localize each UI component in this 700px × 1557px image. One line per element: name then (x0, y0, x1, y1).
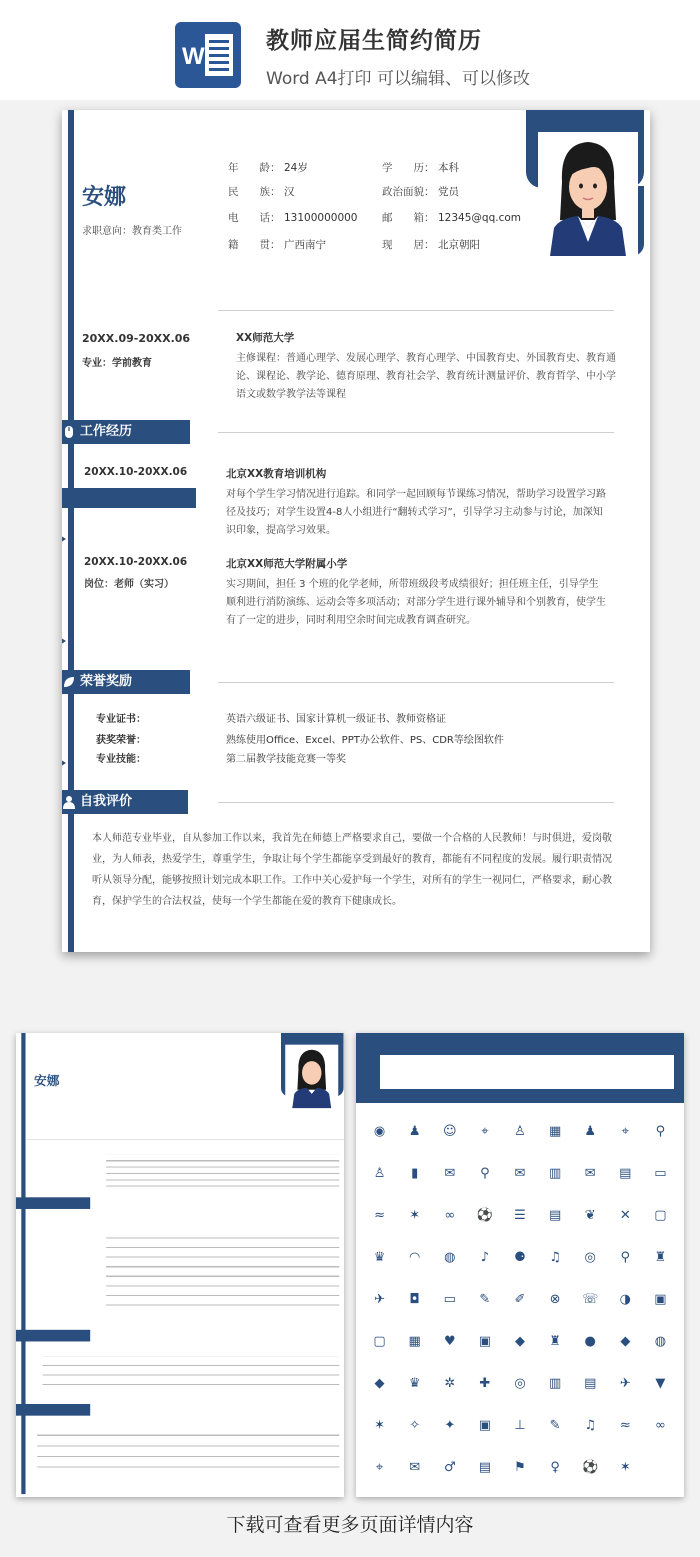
word-icon (175, 22, 241, 88)
bicycle-icon: ∞ (655, 1418, 666, 1433)
kick-icon: ✦ (444, 1418, 456, 1433)
info-value: 广西南宁 (284, 239, 326, 251)
qq-icon: ♟ (408, 1124, 421, 1139)
link-icon: ⊗ (549, 1292, 561, 1307)
paint-icon: ◑ (619, 1292, 631, 1307)
honor-label-3: 专业技能： (96, 754, 146, 765)
gear-icon: ✲ (444, 1376, 456, 1391)
mail-icon: ✉ (584, 1166, 596, 1181)
candidate-name: 安娜 (82, 185, 127, 210)
info-hometown (228, 237, 326, 252)
trophy-icon: ♛ (408, 1376, 421, 1391)
music-icon: ♫ (549, 1250, 561, 1265)
swim-icon: ≈ (619, 1418, 631, 1433)
soccer-icon: ⚽ (476, 1208, 493, 1223)
info-label: 民 族： (228, 186, 281, 198)
phone-icon: ▮ (411, 1166, 419, 1181)
icon-sheet-title-box (380, 1055, 674, 1089)
tools-icon: ✕ (619, 1208, 631, 1223)
cart-icon: ▣ (654, 1292, 667, 1307)
info-politics (382, 184, 459, 199)
gamepad-icon: ◘ (409, 1292, 420, 1307)
list-icon: ☰ (514, 1208, 526, 1223)
footer-note: 下载可查看更多页面详情内容 (226, 1514, 474, 1536)
info-age (228, 160, 308, 175)
search-icon: ⚲ (480, 1166, 490, 1181)
info-label: 学 历： (382, 162, 435, 174)
info-value: 24岁 (284, 162, 308, 174)
leaf-icon: ❦ (584, 1208, 596, 1223)
left-accent-line (68, 110, 74, 952)
education-date: 20XX.09-20XX.06 (82, 332, 191, 345)
work-role-2: 岗位：老师（实习） (84, 579, 174, 590)
plane-icon: ✈ (619, 1376, 631, 1391)
user-icon (62, 795, 76, 809)
info-label: 籍 贯： (228, 239, 281, 251)
pencil-icon: ✎ (549, 1418, 561, 1433)
globe-icon: ◎ (584, 1250, 596, 1265)
work-highlight-bar (62, 488, 196, 508)
divider (218, 432, 614, 433)
heart-icon: ♥ (443, 1334, 456, 1349)
female-icon: ♀ (550, 1460, 560, 1475)
headphone-icon: ◠ (408, 1250, 421, 1265)
divider (218, 682, 614, 683)
add-user-icon: ✚ (479, 1376, 491, 1391)
info-value: 党员 (438, 186, 459, 198)
info-value: 12345@qq.com (438, 212, 521, 224)
grad-icon: ♜ (549, 1334, 561, 1349)
shoe-icon: ▼ (655, 1376, 666, 1391)
section-honors-label: 荣誉奖励 (80, 674, 133, 689)
timeline-marker (62, 534, 66, 544)
book-icon: ▤ (548, 1208, 562, 1223)
graduation-icon: ♜ (654, 1250, 667, 1265)
chart-icon: ▥ (548, 1376, 562, 1391)
info-email (382, 210, 521, 225)
person-icon: ♙ (373, 1166, 386, 1181)
mail-icon: ✉ (409, 1460, 421, 1475)
hat-icon: ◆ (374, 1376, 385, 1391)
ball-icon: ◍ (654, 1334, 667, 1349)
location-icon: ⌖ (481, 1124, 489, 1139)
male-icon: ♂ (443, 1460, 456, 1475)
pen-icon: ✎ (479, 1292, 491, 1307)
books-icon: ▤ (619, 1166, 632, 1181)
swim-icon: ≈ (374, 1208, 385, 1223)
info-degree (382, 160, 459, 175)
info-value: 本科 (438, 162, 459, 174)
avatar (538, 132, 638, 256)
note-icon: ♫ (584, 1418, 597, 1433)
education-school: XX师范大学 (236, 332, 295, 344)
drum-icon: ⚈ (514, 1250, 526, 1265)
divider (218, 802, 614, 803)
honor-label-2: 获奖荣誉： (96, 735, 146, 746)
trophy-icon: ♛ (373, 1250, 386, 1265)
info-label: 年 龄： (228, 162, 281, 174)
weibo-icon: ◉ (373, 1124, 386, 1139)
section-honors (62, 670, 190, 694)
page-subtitle: Word A4打印 可以编辑、可以修改 (266, 69, 530, 89)
chat-icon: ▢ (373, 1334, 386, 1349)
person-icon: ♟ (584, 1124, 597, 1139)
section-work-label: 工作经历 (80, 424, 133, 439)
divider (218, 310, 614, 311)
monitor-icon: ▭ (443, 1292, 456, 1307)
work-date-1: 20XX.10-20XX.06 (84, 466, 188, 478)
leaf-icon (62, 675, 76, 689)
image-icon: ▦ (408, 1334, 421, 1349)
info-value: 汉 (284, 186, 295, 198)
dance-icon: ✧ (409, 1418, 421, 1433)
work-desc-1: 对每个学生学习情况进行追踪。和同学一起回顾每节课练习情况，帮助学习设置学习路径及技巧；对学生设置4-8人小组进行“翻转式学习”，引导学习主动参与讨论，加深知识印象，提高学习效果。 (226, 489, 606, 536)
icon-sheet-thumbnail (356, 1033, 684, 1497)
hike-icon: ✶ (374, 1418, 385, 1433)
word-logo-letter: W (182, 43, 205, 70)
brush-icon: ⊥ (514, 1418, 526, 1433)
briefcase-icon: ▭ (654, 1166, 667, 1181)
page-header (0, 0, 700, 100)
soccer-icon: ⚽ (582, 1460, 599, 1475)
work-org-1: 北京XX教育培训机构 (226, 468, 327, 480)
search-icon: ⚲ (620, 1250, 631, 1265)
target-icon: ◎ (514, 1376, 526, 1391)
honor-value-1: 英语六级证书、国家计算机一级证书、教师资格证 (226, 714, 446, 725)
palette-icon: ◍ (444, 1250, 456, 1265)
honor-value-3: 第二届教学技能竞赛一等奖 (226, 754, 346, 765)
message-icon: ▢ (654, 1208, 667, 1223)
info-label: 电 话： (228, 212, 281, 224)
calendar-icon: ▦ (548, 1124, 562, 1139)
honor-label-1: 专业证书： (96, 714, 146, 725)
section-self-label: 自我评价 (80, 794, 133, 809)
info-label: 政治面貌： (382, 186, 435, 198)
preview-resume-thumbnail (16, 1033, 344, 1497)
flag-icon: ⚑ (514, 1460, 526, 1475)
info-label: 邮 箱： (382, 212, 435, 224)
info-residence (382, 237, 480, 252)
cube-icon: ▤ (584, 1376, 597, 1391)
info-label: 现 居： (382, 239, 435, 251)
timeline-marker (62, 758, 66, 768)
bike-icon: ∞ (444, 1208, 456, 1223)
info-phone (228, 210, 358, 225)
self-evaluation-text: 本人师范专业毕业，自从参加工作以来，我首先在师德上严格要求自己，要做一个合格的人民教师！与时俱进，爱岗敬业，为人师表，热爱学生，尊重学生，争取让每个学生都能享受到最好的教育，都能有不同程度的发展。履行职责情况 听从领导分配，能够按照计划完成本职工作。工作中关心爱护每一个学生，对所有的学生一视同仁，严格要求，耐心教育，保护学生的合法权益，使每一个学生都能在爱的教育下健康成长。 (92, 833, 612, 907)
camera-icon: ▣ (478, 1418, 492, 1433)
book-icon: ▤ (478, 1460, 492, 1475)
info-value: 13100000000 (284, 212, 358, 224)
honor-value-2: 熟练使用Office、Excel、PPT办公软件、PS、CDR等绘图软件 (226, 735, 504, 746)
education-courses: 主修课程：普通心理学、发展心理学、教育心理学、中国教育史、外国教育史、教育通论、课程论、教学论、德育原理、教育社会学、教育统计测量评价、教育哲学、中小学语文或数学教学法等课程 (236, 353, 616, 400)
ski-icon: ✶ (619, 1460, 631, 1475)
location-icon: ⌖ (375, 1460, 384, 1475)
mail-icon: ✉ (444, 1166, 456, 1181)
info-ethnicity (228, 184, 295, 199)
envelope-icon: ✉ (514, 1166, 526, 1181)
avatar-illustration (538, 132, 638, 256)
edit-icon: ✐ (514, 1292, 526, 1307)
section-self (62, 790, 188, 814)
section-work (62, 420, 190, 444)
wechat-icon: ☺ (442, 1124, 457, 1139)
pin-outline-icon: ⚲ (655, 1124, 666, 1139)
mouse-icon (62, 425, 76, 439)
timeline-marker (62, 636, 66, 646)
twitter-icon: ◆ (620, 1334, 631, 1349)
icon-grid (362, 1117, 678, 1483)
thumb-name: 安娜 (34, 1073, 60, 1089)
mic-icon: ♪ (480, 1250, 490, 1265)
education-major: 专业：学前教育 (82, 358, 152, 369)
bag-icon: ▣ (478, 1334, 492, 1349)
run-icon: ✶ (409, 1208, 421, 1223)
page-title: 教师应届生简约简历 (266, 28, 482, 54)
work-date-2: 20XX.10-20XX.06 (84, 556, 188, 568)
chart-icon: ▥ (548, 1166, 562, 1181)
pin-icon: ⌖ (621, 1124, 629, 1139)
user-icon: ♙ (514, 1124, 526, 1139)
job-intent: 求职意向：教育类工作 (82, 226, 182, 237)
resume-page (62, 110, 650, 952)
work-org-2: 北京XX师范大学附属小学 (226, 558, 348, 570)
facebook-icon: ● (584, 1334, 596, 1349)
info-value: 北京朝阳 (438, 239, 480, 251)
hat-icon: ◆ (514, 1334, 525, 1349)
work-desc-2: 实习期间，担任 3 个班的化学老师，所带班级段考成绩很好；担任班主任，引导学生 顺利进行消防演练、运动会等多项活动；对部分学生进行课外辅导和个别教育，使学生有了一定的进步，同时利用空余时间完成教育调查研究。 (226, 579, 606, 626)
plane-icon: ✈ (374, 1292, 385, 1307)
phone-icon: ☏ (582, 1292, 599, 1307)
